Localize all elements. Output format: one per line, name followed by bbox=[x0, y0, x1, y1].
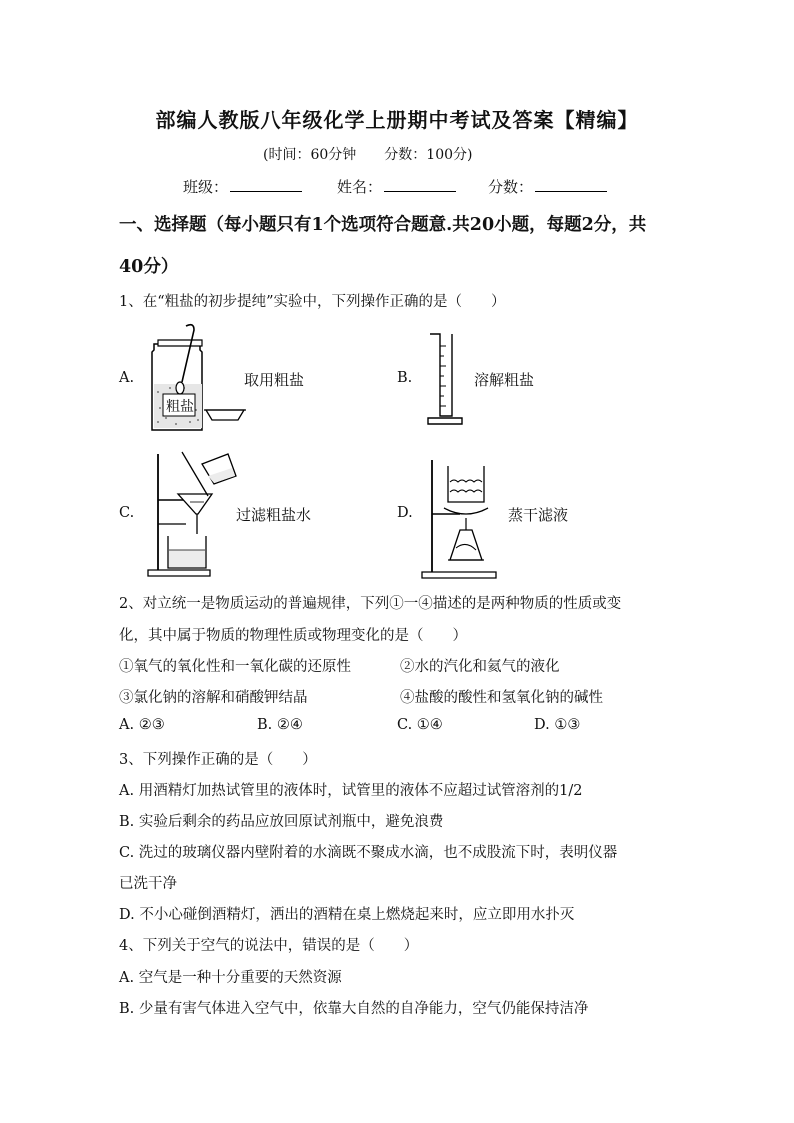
q3-option-c-line2: 已洗干净 bbox=[119, 876, 177, 892]
q1-option-b-cylinder-image bbox=[424, 332, 464, 426]
q1-option-c-filter-image bbox=[146, 448, 238, 580]
exam-subtitle bbox=[263, 144, 500, 164]
q3-option-c-line1: C. 洗过的玻璃仪器内壁附着的水滴既不聚成水滴，也不成股流下时，表明仪器 bbox=[119, 845, 618, 861]
name-field bbox=[337, 176, 456, 197]
q1-option-a-jar-image bbox=[148, 322, 248, 434]
q1-option-d-evaporation-image bbox=[420, 456, 500, 582]
q1-option-c-label: C. bbox=[119, 505, 135, 521]
score-field bbox=[488, 176, 607, 197]
q4-stem: 4、下列关于空气的说法中，错误的是（ ） bbox=[119, 938, 419, 954]
score-blank bbox=[535, 177, 607, 192]
q3-option-b: B. 实验后剩余的药品应放回原试剂瓶中，避免浪费 bbox=[119, 814, 444, 830]
class-label: 班级： bbox=[183, 178, 229, 196]
q2-option-d: D. ①③ bbox=[534, 717, 581, 733]
section-heading-line2: 40分） bbox=[119, 257, 179, 277]
q3-option-a: A. 用酒精灯加热试管里的液体时，试管里的液体不应超过试管溶剂的1/2 bbox=[119, 783, 583, 799]
q1-jar-label-text: 粗盐 bbox=[166, 399, 194, 415]
q2-option-a: A. ②③ bbox=[119, 717, 165, 733]
q1-option-b-label: B. bbox=[397, 370, 413, 386]
q1-stem: 1、在“粗盐的初步提纯”实验中，下列操作正确的是（ ） bbox=[119, 294, 506, 310]
q2-item-4: ④盐酸的酸性和氢氧化钠的碱性 bbox=[400, 690, 603, 706]
q1-option-a-text: 取用粗盐 bbox=[244, 371, 305, 389]
q3-option-d: D. 不小心碰倒酒精灯，洒出的酒精在桌上燃烧起来时，应立即用水扑灭 bbox=[119, 907, 575, 923]
q1-option-a-label: A. bbox=[119, 370, 135, 386]
q4-option-a: A. 空气是一种十分重要的天然资源 bbox=[119, 970, 342, 986]
q1-option-c-text: 过滤粗盐水 bbox=[236, 506, 312, 524]
q3-stem: 3、下列操作正确的是（ ） bbox=[119, 752, 317, 768]
class-field bbox=[183, 176, 302, 197]
q1-option-d-label: D. bbox=[397, 505, 413, 521]
q2-stem-line2: 化，其中属于物质的物理性质或物理变化的是（ ） bbox=[119, 628, 467, 644]
q1-option-b-text: 溶解粗盐 bbox=[474, 371, 535, 389]
name-blank bbox=[384, 177, 456, 192]
q1-option-d-text: 蒸干滤液 bbox=[508, 506, 569, 524]
q2-option-b: B. ②④ bbox=[257, 717, 303, 733]
q2-stem-line1: 2、对立统一是物质运动的普遍规律，下列①一④描述的是两种物质的性质或变 bbox=[119, 596, 622, 612]
q2-option-c: C. ①④ bbox=[397, 717, 443, 733]
page-title: 部编人教版八年级化学上册期中考试及答案【精编】 bbox=[155, 108, 639, 132]
exam-total-score: 分数：100分) bbox=[384, 147, 473, 163]
score-label: 分数： bbox=[488, 178, 534, 196]
q4-option-b: B. 少量有害气体进入空气中，依靠大自然的自净能力，空气仍能保持洁净 bbox=[119, 1001, 589, 1017]
section-heading-line1: 一、选择题（每小题只有1个选项符合题意.共20小题，每题2分，共 bbox=[119, 215, 647, 235]
q2-item-2: ②水的汽化和氦气的液化 bbox=[400, 659, 560, 675]
q2-item-1: ①氧气的氧化性和一氧化碳的还原性 bbox=[119, 659, 351, 675]
class-blank bbox=[230, 177, 302, 192]
name-label: 姓名： bbox=[337, 178, 383, 196]
exam-time: (时间：60分钟 bbox=[263, 147, 357, 163]
q2-item-3: ③氯化钠的溶解和硝酸钾结晶 bbox=[119, 690, 308, 706]
